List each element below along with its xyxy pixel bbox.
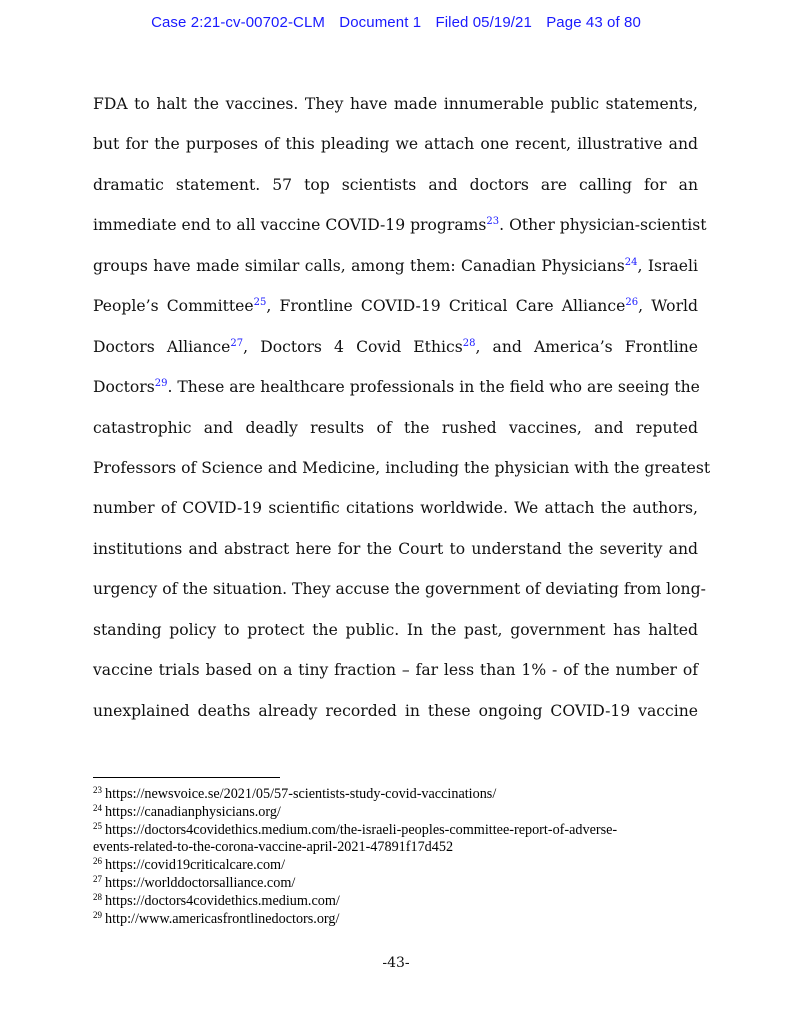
body-line <box>93 327 698 367</box>
body-line: unexplained deaths already recorded in these ongoing COVID-19 vaccine <box>93 701 698 720</box>
body-text-segment: People’s Committee <box>93 297 254 316</box>
body-text-segment: Doctors <box>93 378 155 397</box>
footnote-link[interactable]: https://doctors4covidethics.medium.com/the-israeli-peoples-committee-report-of-adverse- <box>105 821 618 838</box>
body-line <box>93 246 698 286</box>
footnote-link[interactable]: https://doctors4covidethics.medium.com/ <box>105 892 340 909</box>
body-line: FDA to halt the vaccines. They have made innumerable public statements, <box>93 95 698 113</box>
footnote-link[interactable]: https://worlddoctorsalliance.com/ <box>105 874 296 891</box>
footnotes <box>93 786 698 928</box>
body-text-segment: groups have made similar calls, among them: Canadian Physicians <box>93 256 625 275</box>
body-line: institutions and abstract here for the Court to understand the severity and <box>93 539 698 558</box>
footnote-number: 29 <box>93 909 102 920</box>
body-line: number of COVID-19 scientific citations worldwide. We attach the authors, <box>93 499 698 518</box>
footnote-link[interactable]: https://canadianphysicians.org/ <box>105 803 281 820</box>
page-number: -43- <box>382 955 410 971</box>
body-text-segment: , World <box>638 297 698 316</box>
footnote-continuation <box>93 839 698 857</box>
footnote-number: 24 <box>93 802 102 813</box>
footnote-number: 28 <box>93 891 102 902</box>
case-header <box>0 14 792 31</box>
body-line <box>93 205 707 245</box>
body-line: standing policy to protect the public. In the past, government has halted <box>93 620 698 639</box>
footnote-ref-28[interactable]: 28 <box>462 337 476 349</box>
document-number: Document 1 <box>339 14 422 31</box>
body-text-segment: , Israeli <box>637 256 699 275</box>
footnote-link[interactable]: http://www.americasfrontlinedoctors.org/ <box>105 910 340 927</box>
body-text-segment: immediate end to all vaccine COVID-19 programs <box>93 216 487 235</box>
body-line <box>93 367 698 407</box>
footnote-number: 25 <box>93 820 102 831</box>
body-text-segment: Doctors Alliance <box>93 337 231 356</box>
body-line <box>93 286 698 326</box>
footnote <box>93 893 698 911</box>
footnote <box>93 911 698 929</box>
body-text-segment: , Frontline COVID-19 Critical Care Alliance <box>266 297 626 316</box>
footnote-link[interactable]: https://newsvoice.se/2021/05/57-scientists-study-covid-vaccinations/ <box>105 786 497 802</box>
footnote <box>93 786 698 804</box>
footnote-number: 23 <box>93 785 102 795</box>
footnote-ref-25[interactable]: 25 <box>253 297 267 309</box>
footnote-ref-27[interactable]: 27 <box>230 337 244 349</box>
footnote-ref-29[interactable]: 29 <box>154 378 168 390</box>
case-number: Case 2:21-cv-00702-CLM <box>151 14 326 31</box>
footnote-divider <box>93 777 280 778</box>
footnote <box>93 804 698 822</box>
footnote <box>93 875 698 893</box>
footnote-link[interactable]: events-related-to-the-corona-vaccine-april-2021-47891f17d452 <box>93 839 454 856</box>
body-line: dramatic statement. 57 top scientists and doctors are calling for an <box>93 175 698 194</box>
footnote-ref-26[interactable]: 26 <box>625 297 639 309</box>
body-line: catastrophic and deadly results of the rushed vaccines, and reputed <box>93 418 698 437</box>
filed-date: Filed 05/19/21 <box>435 14 532 31</box>
body-text-segment: , Doctors 4 Covid Ethics <box>243 337 463 356</box>
body-line: urgency of the situation. They accuse the government of deviating from long- <box>93 580 706 599</box>
body-line: Professors of Science and Medicine, including the physician with the greatest <box>93 458 711 477</box>
body-paragraph <box>93 84 711 731</box>
body-text-segment: . These are healthcare professionals in the field who are seeing the <box>167 378 700 397</box>
footnote-number: 26 <box>93 856 102 867</box>
footnote <box>93 822 698 840</box>
footnote-link[interactable]: https://covid19criticalcare.com/ <box>105 857 286 874</box>
page-count: Page 43 of 80 <box>546 14 641 31</box>
body-text-segment: , and America’s Frontline <box>475 337 699 356</box>
footnote-number: 27 <box>93 873 102 884</box>
footnote <box>93 857 698 875</box>
body-text-segment: . Other physician-scientist <box>499 216 707 235</box>
body-line: but for the purposes of this pleading we attach one recent, illustrative and <box>93 135 698 154</box>
body-line: vaccine trials based on a tiny fraction – far less than 1% - of the number of <box>93 661 698 680</box>
footnote-ref-23[interactable]: 23 <box>486 216 500 228</box>
footnote-ref-24[interactable]: 24 <box>624 256 638 268</box>
